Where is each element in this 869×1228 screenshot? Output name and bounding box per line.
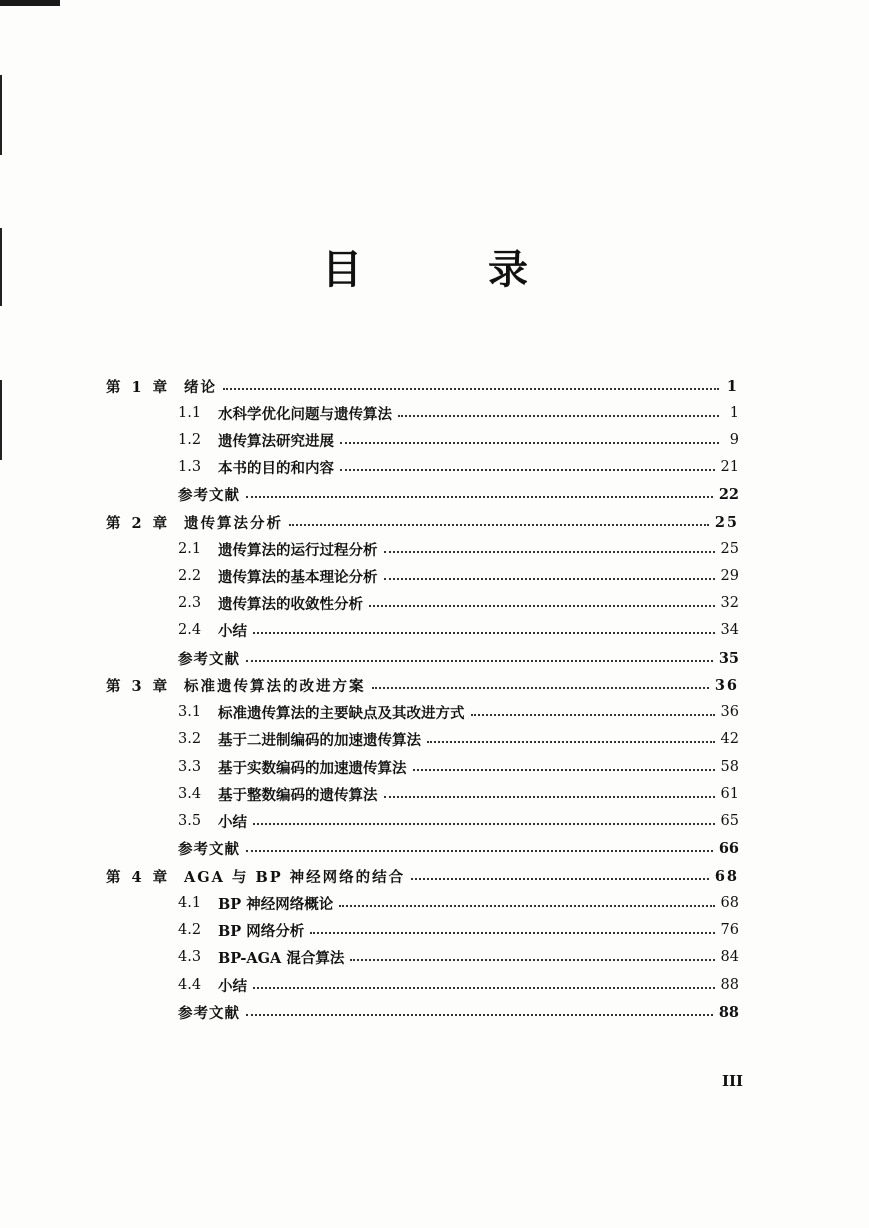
dot-leader (253, 987, 715, 989)
toc-entry-section[interactable] (178, 617, 739, 643)
toc-number: 1.3 (178, 459, 202, 475)
page-number: III (722, 1072, 744, 1090)
toc-number: 第 3 章 (106, 677, 171, 695)
toc-number: 2.2 (178, 568, 202, 584)
toc-label: AGA 与 BP 神经网络的结合 (184, 868, 406, 886)
dot-leader (471, 714, 715, 716)
dot-leader (413, 769, 715, 771)
toc-entry-chapter[interactable] (106, 672, 739, 698)
dot-leader (384, 578, 715, 580)
toc-label: BP 神经网络概论 (218, 895, 334, 913)
toc-entry-section[interactable] (178, 754, 739, 780)
toc-entry-chapter[interactable] (106, 509, 739, 535)
dot-leader (246, 1014, 713, 1016)
toc-page-number: 32 (720, 595, 739, 611)
toc-page-number: 42 (720, 731, 739, 747)
toc-label: 参考文献 (178, 486, 240, 504)
toc-entry-section[interactable] (178, 699, 739, 725)
toc-entry-section[interactable] (178, 726, 739, 752)
toc-page-number: 34 (720, 622, 739, 638)
toc-page-number: 1 (726, 377, 739, 395)
toc-entry-chapter[interactable] (106, 863, 739, 889)
toc-page-number: 25 (714, 513, 739, 531)
dot-leader (246, 850, 713, 852)
title-char-right: 录 (488, 246, 528, 293)
toc-number: 第 1 章 (106, 378, 171, 396)
toc-entry-section[interactable] (178, 890, 739, 916)
toc-page-number: 68 (720, 895, 739, 911)
scan-edge-mark (0, 75, 2, 155)
toc-label: 水科学优化问题与遗传算法 (218, 405, 392, 423)
toc-number: 2.1 (178, 541, 202, 557)
toc-number: 4.4 (178, 977, 202, 993)
toc-label: 遗传算法的收敛性分析 (218, 595, 363, 613)
title-char-left: 目 (322, 246, 362, 293)
toc-label: 参考文献 (178, 1004, 240, 1022)
toc-entry-section[interactable] (178, 972, 739, 998)
toc-page-number: 88 (720, 977, 739, 993)
scan-edge-mark (0, 380, 2, 460)
toc-entry-ref[interactable] (178, 481, 739, 507)
toc-entry-section[interactable] (178, 427, 739, 453)
toc-number: 3.4 (178, 786, 202, 802)
toc-label: 本书的目的和内容 (218, 459, 334, 477)
toc-entry-ref[interactable] (178, 999, 739, 1025)
toc-number: 1.2 (178, 432, 202, 448)
dot-leader (253, 632, 715, 634)
toc-page-number: 88 (718, 1003, 739, 1021)
dot-leader (411, 878, 709, 880)
toc-number: 4.1 (178, 895, 202, 911)
dot-leader (253, 823, 715, 825)
toc-page-number: 1 (729, 405, 739, 421)
dot-leader (384, 796, 715, 798)
toc-label: 小结 (218, 977, 247, 995)
dot-leader (427, 741, 715, 743)
toc-label: BP 网络分析 (218, 922, 305, 940)
scan-artifact (0, 0, 60, 6)
toc-page-number: 76 (720, 922, 739, 938)
toc-number: 3.5 (178, 813, 202, 829)
toc-label: 小结 (218, 813, 247, 831)
toc-label: 参考文献 (178, 650, 240, 668)
toc-entry-section[interactable] (178, 590, 739, 616)
toc-label: 参考文献 (178, 840, 240, 858)
dot-leader (340, 442, 719, 444)
toc-entry-section[interactable] (178, 563, 739, 589)
toc-label: 基于二进制编码的加速遗传算法 (218, 731, 421, 749)
dot-leader (372, 687, 709, 689)
toc-page-number: 36 (714, 676, 739, 694)
dot-leader (289, 524, 709, 526)
dot-leader (398, 415, 719, 417)
toc-page-number: 66 (718, 839, 739, 857)
dot-leader (223, 388, 719, 390)
toc-page-number: 22 (718, 485, 739, 503)
toc-number: 第 4 章 (106, 868, 171, 886)
toc-number: 2.4 (178, 622, 202, 638)
toc-number: 4.3 (178, 949, 202, 965)
toc-entry-ref[interactable] (178, 835, 739, 861)
toc-number: 1.1 (178, 405, 202, 421)
toc-entry-section[interactable] (178, 454, 739, 480)
toc-label: BP-AGA 混合算法 (218, 949, 345, 967)
dot-leader (384, 551, 715, 553)
toc-label: 绪论 (184, 378, 217, 396)
toc-label: 遗传算法分析 (184, 514, 283, 532)
toc-entry-section[interactable] (178, 917, 739, 943)
toc-page-number: 58 (720, 759, 739, 775)
toc-number: 4.2 (178, 922, 202, 938)
toc-number: 3.3 (178, 759, 202, 775)
toc-page-number: 68 (714, 867, 739, 885)
toc-entry-section[interactable] (178, 808, 739, 834)
toc-page-number: 29 (720, 568, 739, 584)
toc-label: 基于整数编码的遗传算法 (218, 786, 378, 804)
toc-page-number: 25 (720, 541, 739, 557)
dot-leader (369, 605, 715, 607)
toc-label: 遗传算法的基本理论分析 (218, 568, 378, 586)
toc-entry-ref[interactable] (178, 645, 739, 671)
toc-number: 3.1 (178, 704, 202, 720)
dot-leader (246, 660, 713, 662)
toc-page-number: 84 (720, 949, 739, 965)
dot-leader (246, 496, 713, 498)
toc-label: 小结 (218, 622, 247, 640)
toc-entry-section[interactable] (178, 781, 739, 807)
dot-leader (350, 959, 714, 961)
toc-number: 3.2 (178, 731, 202, 747)
toc-entry-chapter[interactable] (106, 373, 739, 399)
toc-page-number: 9 (729, 432, 739, 448)
toc-label: 遗传算法研究进展 (218, 432, 334, 450)
dot-leader (339, 905, 714, 907)
dot-leader (340, 469, 715, 471)
toc-label: 基于实数编码的加速遗传算法 (218, 759, 407, 777)
toc-page-number: 35 (718, 649, 739, 667)
toc-page-number: 21 (720, 459, 739, 475)
toc-number: 2.3 (178, 595, 202, 611)
toc-page-number: 65 (720, 813, 739, 829)
page-title (0, 240, 869, 300)
dot-leader (310, 932, 714, 934)
toc-entry-section[interactable] (178, 944, 739, 970)
toc-page-number: 61 (720, 786, 739, 802)
toc-page-number: 36 (720, 704, 739, 720)
toc-label: 遗传算法的运行过程分析 (218, 541, 378, 559)
toc-label: 标准遗传算法的改进方案 (184, 677, 366, 695)
toc-label: 标准遗传算法的主要缺点及其改进方式 (218, 704, 465, 722)
toc-number: 第 2 章 (106, 514, 171, 532)
toc-entry-section[interactable] (178, 400, 739, 426)
toc-entry-section[interactable] (178, 536, 739, 562)
